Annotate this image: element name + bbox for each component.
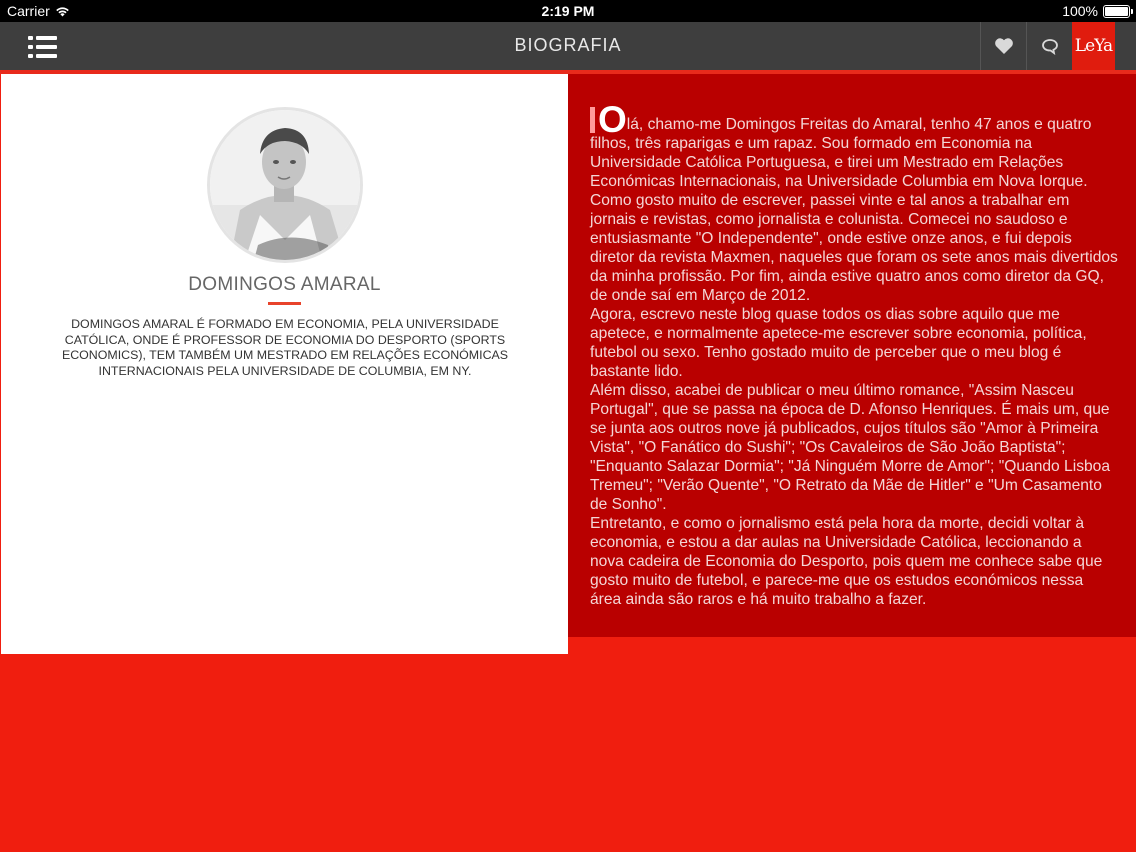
comments-button[interactable] — [1026, 22, 1072, 70]
bio-paragraph-3: Além disso, acabei de publicar o meu último romance, "Assim Nasceu Portugal", que se passa na época de D. Afonso Henriques. É mais um, que se junta aos outros nove já publicados, cujos títulos são "Amor à Primeira Vista", "O Fanático do Sushi"; "Os Cavaleiros de São João Baptista"; "Enquanto Salazar Dormia"; "Já Ninguém Morre de Amor"; "Quando Lisboa Tremeu"; "Verão Quente", "O Retrato da Mãe de Hitler" e "Um Casamento de Sonho". — [590, 382, 1111, 513]
battery-percent: 100% — [1062, 3, 1098, 19]
favorite-button[interactable] — [980, 22, 1026, 70]
dropcap-letter: O — [598, 99, 627, 140]
name-underline — [268, 302, 301, 305]
battery-status — [1062, 3, 1130, 19]
biography-text — [590, 99, 1118, 609]
author-card — [1, 74, 568, 654]
bio-paragraph-1-text: lá, chamo-me Domingos Freitas do Amaral, tenho 47 anos e quatro filhos, três raparigas e um rapaz. Sou formado em Economia na Universidade Católica Portuguesa, e tirei um Mestrado em Relações Económicas Internacionais, na Universidade Columbia em Nova Iorque. Como gosto muito de escrever, passei vinte e tal anos a trabalhar em jornais e revistas, como jornalista e colunista. Comecei no saudoso e entusiasmante "O Independente", onde estive onze anos, e fui depois diretor da revista Maxmen, naqueles que foram os sete anos mais divertidos da minha profissão. Por fim, ainda estive quatro anos como diretor da GQ, de onde saí em Março de 2012. — [590, 116, 1118, 304]
author-avatar — [207, 107, 363, 263]
leya-logo-button[interactable] — [1072, 22, 1115, 70]
status-bar — [0, 0, 1136, 22]
bio-paragraph-1 — [590, 99, 1118, 305]
carrier-label: Carrier — [7, 3, 50, 19]
author-summary: DOMINGOS AMARAL É FORMADO EM ECONOMIA, PELA UNIVERSIDADE CATÓLICA, ONDE É PROFESSOR DE ECONOMIA DO DESPORTO (SPORTS ECONOMICS), TEM TAMBÉM UM MESTRADO EM RELAÇÕES ECONÓMICAS INTERNACIONAIS PELA UNIVERSIDADE DE COLUMBIA, EM NY. — [61, 317, 509, 378]
navigation-bar — [0, 22, 1136, 70]
speech-bubble-icon — [1041, 38, 1059, 55]
dropcap-accent — [590, 107, 595, 133]
bio-paragraph-4: Entretanto, e como o jornalismo está pela hora da morte, decidi voltar à economia, e estou a dar aulas na Universidade Católica, leccionando a nova cadeira de Economia do Desporto, pois quem me conhece sabe que gosto muito de futebol, e parece-me que os estudos económicos nessa área ainda são raros e há muito trabalho a fazer. — [590, 515, 1103, 608]
biography-panel — [568, 74, 1136, 637]
bio-paragraph-2: Agora, escrevo neste blog quase todos os dias sobre aquilo que me apetece, e normalmente apetece-me escrever sobre economia, política, futebol ou sexo. Tenho gostado muito de perceber que o meu blog é bastante lido. — [590, 306, 1087, 380]
author-portrait — [210, 110, 360, 260]
battery-icon — [1103, 5, 1130, 18]
page-title: BIOGRAFIA — [514, 35, 622, 55]
status-time: 2:19 PM — [541, 3, 595, 19]
heart-icon — [994, 37, 1014, 55]
author-name: DOMINGOS AMARAL — [188, 274, 381, 295]
brand-logo: LeYa — [1074, 36, 1113, 56]
